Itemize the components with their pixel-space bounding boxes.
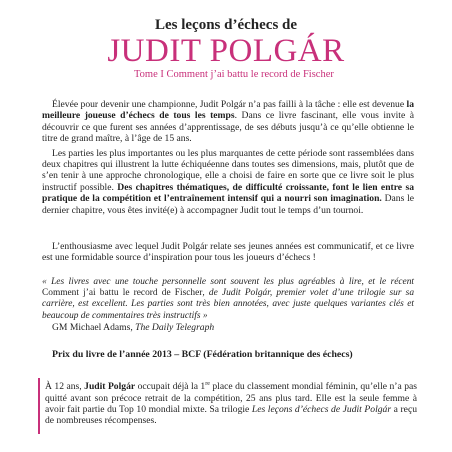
series-title: Les leçons d’échecs de	[154, 17, 298, 33]
bio-author-name: Judit Polgár	[84, 381, 136, 393]
prize-line: Prix du livre de l’année 2013 – BCF (Fédération britannique des échecs)	[52, 349, 353, 360]
bio-accent-bar	[38, 378, 40, 434]
press-quote: « Les livres avec une touche personnelle sont souvent les plus agréables à lire, et le récent Comment j’ai battu le record de Fischer, de Judit Polgár, premier volet d’une trilogie sur sa carrière, est excellent. Les parties sont très bien annotées, avec juste quelques variantes clés et beaucoup de commentaires très instructifs »	[42, 277, 415, 321]
author-bio: À 12 ans, Judit Polgár occupait déjà la 1re place du classement mondial féminin, qu’elle n’a pas quitté avant son précoce retrait de la compétition, 25 ans plus tard. Elle est la seule femme à avoir fait partie du Top 10 mondial mixte. Sa trilogie Les leçons d’échecs de Judit Polgár a reçu de nombreuses récompenses.	[45, 381, 417, 427]
highlight-thematic-chapters: Des chapitres thématiques, de difficulté croissante, font le lien entre sa pratique de la compétition et l’entraînement intensif qui a nourri son imagination.	[42, 181, 414, 205]
bio-trilogy-title: Les leçons d’échecs de Judit Polgár	[251, 404, 392, 415]
description-block	[42, 99, 414, 219]
quote-source: The Daily Telegraph	[135, 322, 215, 333]
volume-subtitle: Tome I Comment j’ai battu le record de Fischer	[134, 69, 334, 80]
highlight-best-player: la meilleure joueuse d’échecs de tous les temps	[42, 99, 414, 122]
author-name: JUDIT POLGÁR	[107, 33, 345, 69]
quote-attribution: GM Michael Adams, The Daily Telegraph	[52, 322, 215, 333]
quoted-book-title: Comment j’ai battu le record de Fischer	[42, 288, 203, 299]
paragraph-intro: Élevée pour devenir une championne, Judit Polgár n’a pas failli à la tâche : elle est devenue la meilleure joueuse d’échecs de tous les temps. Dans ce livre fascinant, elle vous invite à découvrir ce que furent ses années d’apprentissage, de ses débuts jusqu’à ce qu’elle obtienne le titre de grand maître, à l’âge de 15 ans.	[42, 99, 414, 145]
enthusiasm-block	[42, 241, 414, 267]
paragraph-enthusiasm: L’enthousiasme avec lequel Judit Polgár relate ses jeunes années est communicatif, et ce livre est une formidable source d’inspiration pour tous les joueurs d’échecs !	[42, 241, 414, 264]
paragraph-chapters: Les parties les plus importantes ou les plus marquantes de cette période sont rassemblées dans deux chapitres qui illustrent la lutte échiquéenne dans toutes ses dimensions, mais, plutôt que de s’en tenir à une approche chronologique, elle a choisi de faire en sorte que ce livre soit le plus instructif possible. Des chapitres thématiques, de difficulté croissante, font le lien entre sa pratique de la compétition et l’entraînement intensif qui a nourri son imagination. Dans le dernier chapitre, vous êtes invité(e) à accompagner Judit tout le temps d’un tournoi.	[42, 147, 415, 216]
